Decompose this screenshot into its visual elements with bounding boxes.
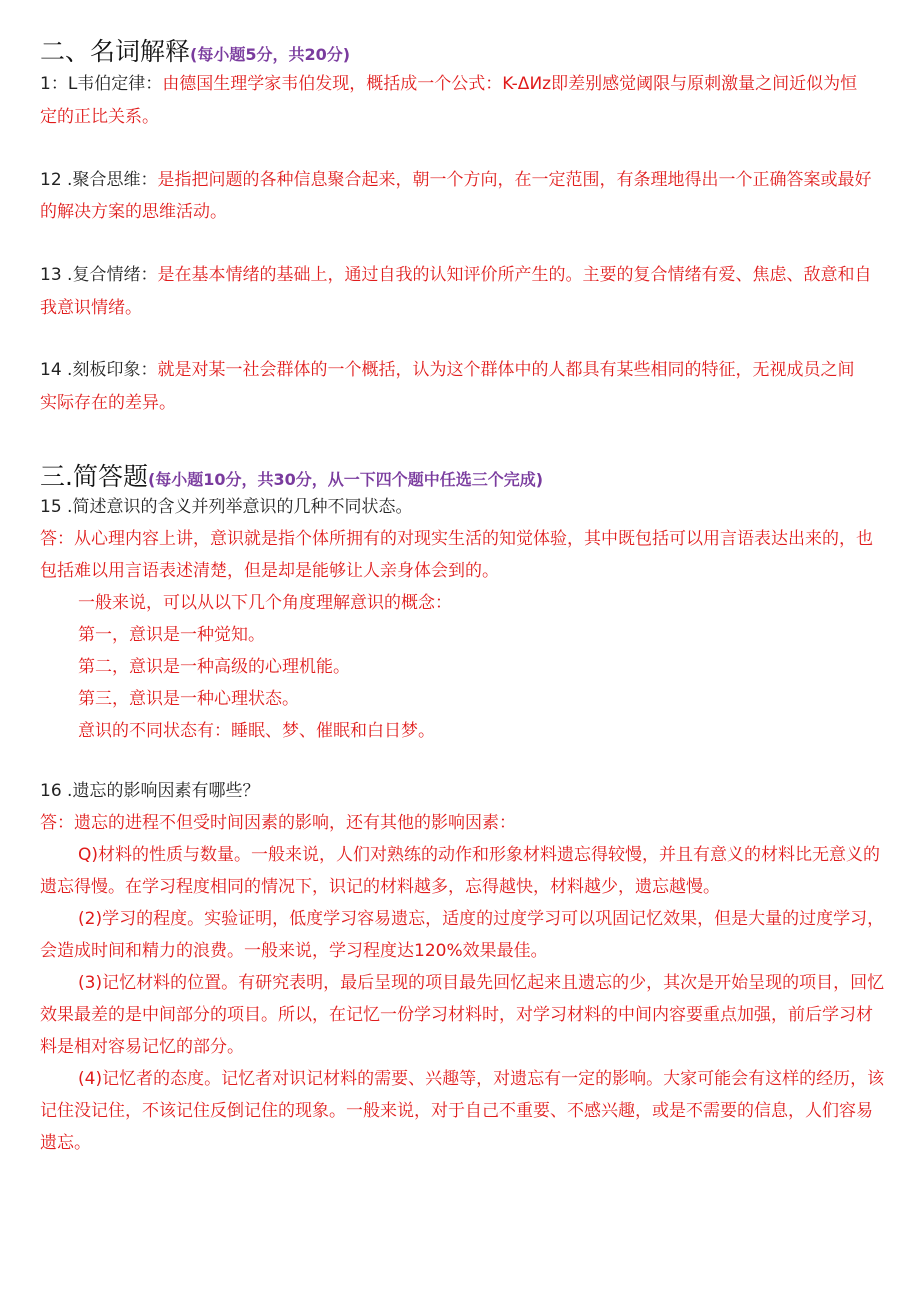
section3-heading bbox=[40, 457, 543, 493]
factor-3-line2: 效果最差的是中间部分的项目。所以，在记忆一份学习材料时，对学习材料的中间内容要重点加强，前后学习材 bbox=[40, 1005, 873, 1025]
term-definition: 是在基本情绪的基础上，通过自我的认知评价所产生的。主要的复合情绪有爱、焦虑、敌意和自 bbox=[157, 265, 872, 285]
question-15 bbox=[40, 491, 412, 523]
answer-16-intro: 答：遗忘的进程不但受时间因素的影响，还有其他的影响因素： bbox=[40, 813, 516, 833]
factor-2-line1: (2)学习的程度。实验证明，低度学习容易遗忘，适度的过度学习可以巩固记忆效果，但是大量的过度学习， bbox=[78, 909, 885, 929]
term-definition-cont: 实际存在的差异。 bbox=[40, 393, 176, 413]
term-label: .刻板印象： bbox=[67, 360, 158, 380]
term-item-13 bbox=[40, 259, 871, 291]
term-definition: 是指把问题的各种信息聚合起来，朝一个方向，在一定范围，有条理地得出一个正确答案或最好 bbox=[157, 170, 872, 190]
section2-note: (每小题5分，共20分) bbox=[190, 45, 351, 64]
item-number: 14 bbox=[40, 360, 62, 380]
answer-15-point1: 第一，意识是一种觉知。 bbox=[78, 625, 265, 645]
question-text: .遗忘的影响因素有哪些？ bbox=[67, 781, 260, 801]
factor-3-line1: (3)记忆材料的位置。有研究表明，最后呈现的项目最先回忆起来且遗忘的少，其次是开始呈现的项目，回忆 bbox=[78, 973, 885, 993]
term-item-14 bbox=[40, 354, 854, 386]
item-number: 12 bbox=[40, 170, 62, 190]
answer-15-states: 意识的不同状态有：睡眠、梦、催眠和白日梦。 bbox=[78, 721, 435, 741]
answer-15-line2: 包括难以用言语表述清楚，但是却是能够让人亲身体会到的。 bbox=[40, 561, 499, 581]
term-definition-cont: 我意识情绪。 bbox=[40, 298, 142, 318]
question-text: .简述意识的含义并列举意识的几种不同状态。 bbox=[67, 497, 413, 517]
factor-4-line1: (4)记忆者的态度。记忆者对识记材料的需要、兴趣等，对遗忘有一定的影响。大家可能会有这样的经历，该 bbox=[78, 1069, 885, 1089]
term-label: .聚合思维： bbox=[67, 170, 158, 190]
term-definition-cont: 的解决方案的思维活动。 bbox=[40, 202, 227, 222]
item-number: 1： bbox=[40, 74, 68, 94]
answer-15-line1: 答：从心理内容上讲，意识就是指个体所拥有的对现实生活的知觉体验，其中既包括可以用言语表达出来的，也 bbox=[40, 529, 873, 549]
term-definition: 就是对某一社会群体的一个概括，认为这个群体中的人都具有某些相同的特征，无视成员之间 bbox=[157, 360, 855, 380]
section3-note: (每小题10分，共30分，从一下四个题中任选三个完成) bbox=[147, 470, 544, 489]
factor-3-line3: 料是相对容易记忆的部分。 bbox=[40, 1037, 244, 1057]
answer-15-point3: 第三，意识是一种心理状态。 bbox=[78, 689, 299, 709]
term-label: L韦伯定律： bbox=[67, 74, 163, 94]
item-number: 13 bbox=[40, 265, 62, 285]
answer-15-point2: 第二，意识是一种高级的心理机能。 bbox=[78, 657, 350, 677]
factor-4-line3: 遗忘。 bbox=[40, 1133, 91, 1153]
section2-title: 二、名词解释 bbox=[40, 37, 191, 66]
term-item-12 bbox=[40, 164, 871, 196]
term-item-1 bbox=[40, 68, 857, 100]
term-label: .复合情绪： bbox=[67, 265, 158, 285]
section2-heading bbox=[40, 32, 350, 68]
question-number: 16 bbox=[40, 781, 62, 801]
factor-1-line2: 遗忘得慢。在学习程度相同的情况下，识记的材料越多，忘得越快，材料越少，遗忘越慢。 bbox=[40, 877, 720, 897]
factor-1-line1: Q)材料的性质与数量。一般来说，人们对熟练的动作和形象材料遗忘得较慢，并且有意义的材料比无意义的 bbox=[78, 845, 881, 865]
question-number: 15 bbox=[40, 497, 62, 517]
question-16 bbox=[40, 775, 259, 807]
section3-title: 三.简答题 bbox=[40, 462, 148, 491]
term-definition-cont: 定的正比关系。 bbox=[40, 107, 159, 127]
term-definition: 由德国生理学家韦伯发现，概括成一个公式：K-ΔИz即差别感觉阈限与原刺激量之间近似为恒 bbox=[162, 74, 858, 94]
answer-15-para1: 一般来说，可以从以下几个角度理解意识的概念： bbox=[78, 593, 452, 613]
factor-4-line2: 记住没记住，不该记住反倒记住的现象。一般来说，对于自己不重要、不感兴趣，或是不需要的信息，人们容易 bbox=[40, 1101, 873, 1121]
factor-2-line2: 会造成时间和精力的浪费。一般来说，学习程度达120%效果最佳。 bbox=[40, 941, 548, 961]
